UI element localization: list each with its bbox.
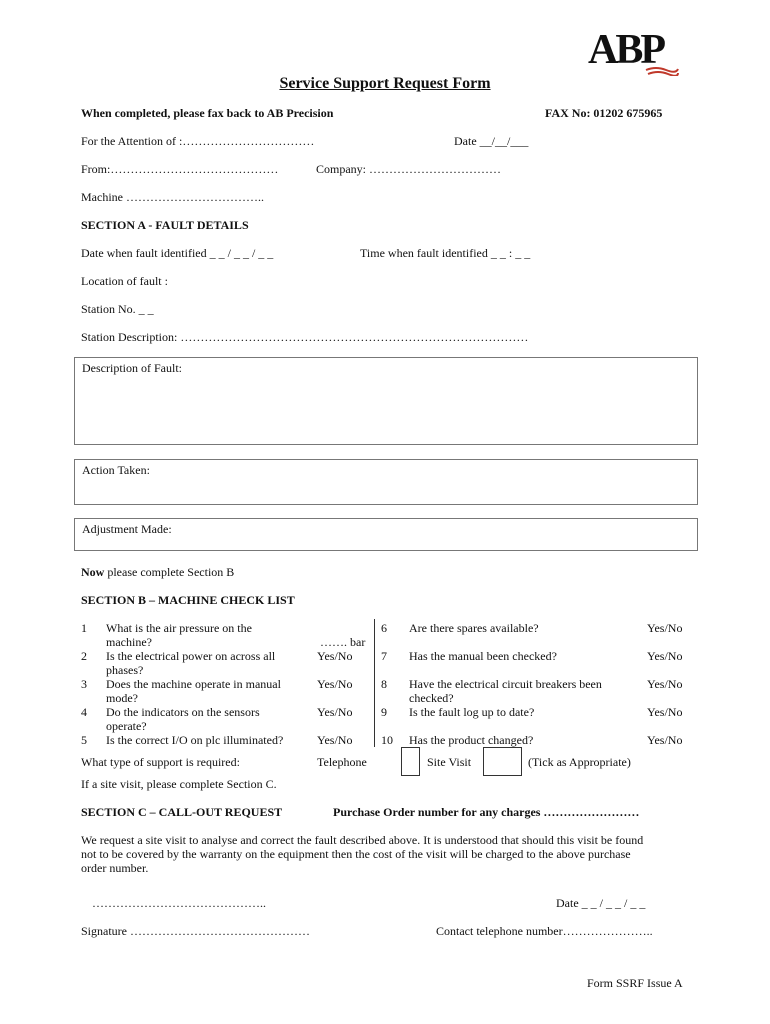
- check-question-2-cont: phases?: [106, 663, 144, 677]
- check-num-4: 4: [81, 705, 87, 719]
- section-b-heading: SECTION B – MACHINE CHECK LIST: [81, 593, 295, 607]
- location-field[interactable]: Location of fault :: [81, 274, 168, 288]
- machine-field[interactable]: Machine ……………………………..: [81, 190, 264, 204]
- section-c-heading: SECTION C – CALL-OUT REQUEST: [81, 805, 283, 819]
- check-question-4: Do the indicators on the sensors: [106, 705, 260, 719]
- contact-telephone-field[interactable]: Contact telephone number…………………..: [436, 924, 653, 938]
- option-telephone-label: Telephone: [317, 755, 367, 769]
- check-num-7: 7: [381, 649, 387, 663]
- check-num-3: 3: [81, 677, 87, 691]
- abp-logo: [588, 27, 688, 78]
- checklist-divider: [374, 619, 375, 747]
- option-site-visit-label: Site Visit: [427, 755, 472, 769]
- request-paragraph-line-2: not to be covered by the warranty on the equipment then the cost of the visit will be charged to the above purchase: [81, 847, 631, 861]
- check-answer-5[interactable]: Yes/No: [317, 733, 353, 747]
- check-question-8-cont: checked?: [409, 691, 454, 705]
- now-word: Now: [81, 565, 105, 579]
- check-answer-8[interactable]: Yes/No: [647, 677, 683, 691]
- purchase-order-field[interactable]: Purchase Order number for any charges ……………………: [333, 805, 640, 819]
- logo-text: ABP: [588, 27, 663, 73]
- telephone-tick-box[interactable]: [401, 747, 420, 776]
- request-paragraph-line-3: order number.: [81, 861, 149, 875]
- tick-note: (Tick as Appropriate): [528, 755, 631, 769]
- check-question-1: What is the air pressure on the: [106, 621, 252, 635]
- section-a-heading: SECTION A - FAULT DETAILS: [81, 218, 249, 232]
- name-field[interactable]: ……………………………………..: [92, 896, 266, 910]
- date-field[interactable]: Date __/__/___: [454, 134, 529, 148]
- check-answer-10[interactable]: Yes/No: [647, 733, 683, 747]
- form-title: Service Support Request Form: [279, 75, 491, 92]
- attention-field[interactable]: For the Attention of :……………………………: [81, 134, 315, 148]
- check-answer-6[interactable]: Yes/No: [647, 621, 683, 635]
- check-question-1-cont: machine?: [106, 635, 152, 649]
- from-field[interactable]: From:……………………………………: [81, 162, 279, 176]
- signature-field[interactable]: Signature ………………………………………: [81, 924, 310, 938]
- adjustment-made-label: Adjustment Made:: [82, 522, 172, 536]
- check-question-5: Is the correct I/O on plc illuminated?: [106, 733, 284, 747]
- company-field[interactable]: Company: ……………………………: [316, 162, 501, 176]
- action-taken-label: Action Taken:: [82, 463, 150, 477]
- check-question-6: Are there spares available?: [409, 621, 539, 635]
- fault-date-field[interactable]: Date when fault identified _ _ / _ _ / _ _: [81, 246, 274, 260]
- fax-instruction: When completed, please fax back to AB Precision: [81, 106, 334, 120]
- check-answer-9[interactable]: Yes/No: [647, 705, 683, 719]
- footer-date-field[interactable]: Date _ _ / _ _ / _ _: [556, 896, 646, 910]
- check-question-8: Have the electrical circuit breakers been: [409, 677, 602, 691]
- check-question-3-cont: mode?: [106, 691, 138, 705]
- form-reference: Form SSRF Issue A: [587, 976, 683, 990]
- station-description-field[interactable]: Station Description: ……………………………………………………………………………: [81, 330, 529, 344]
- support-type-question: What type of support is required:: [81, 755, 240, 769]
- now-rest: please complete Section B: [104, 565, 235, 579]
- fault-description-box[interactable]: [74, 357, 698, 445]
- check-num-9: 9: [381, 705, 387, 719]
- check-answer-4[interactable]: Yes/No: [317, 705, 353, 719]
- check-num-8: 8: [381, 677, 387, 691]
- fault-description-label: Description of Fault:: [82, 361, 182, 375]
- check-question-10: Has the product changed?: [409, 733, 534, 747]
- check-question-9: Is the fault log up to date?: [409, 705, 535, 719]
- check-num-10: 10: [381, 733, 393, 747]
- check-num-2: 2: [81, 649, 87, 663]
- check-num-1: 1: [81, 621, 87, 635]
- check-question-4-cont: operate?: [106, 719, 147, 733]
- station-no-field[interactable]: Station No. _ _: [81, 302, 154, 316]
- check-num-5: 5: [81, 733, 87, 747]
- check-question-3: Does the machine operate in manual: [106, 677, 281, 691]
- check-question-7: Has the manual been checked?: [409, 649, 557, 663]
- site-visit-note: If a site visit, please complete Section C.: [81, 777, 277, 791]
- check-answer-2[interactable]: Yes/No: [317, 649, 353, 663]
- check-answer-3[interactable]: Yes/No: [317, 677, 353, 691]
- check-answer-1[interactable]: ……. bar: [320, 635, 366, 649]
- check-answer-7[interactable]: Yes/No: [647, 649, 683, 663]
- section-b-instruction: [81, 565, 234, 580]
- check-num-6: 6: [381, 621, 387, 635]
- fax-number: FAX No: 01202 675965: [545, 106, 663, 120]
- fault-time-field[interactable]: Time when fault identified _ _ : _ _: [360, 246, 531, 260]
- request-paragraph-line-1: We request a site visit to analyse and correct the fault described above. It is understood that should this visit be found: [81, 833, 644, 847]
- adjustment-made-box[interactable]: [74, 518, 698, 551]
- action-taken-box[interactable]: [74, 459, 698, 505]
- site-visit-tick-box[interactable]: [483, 747, 522, 776]
- check-question-2: Is the electrical power on across all: [106, 649, 276, 663]
